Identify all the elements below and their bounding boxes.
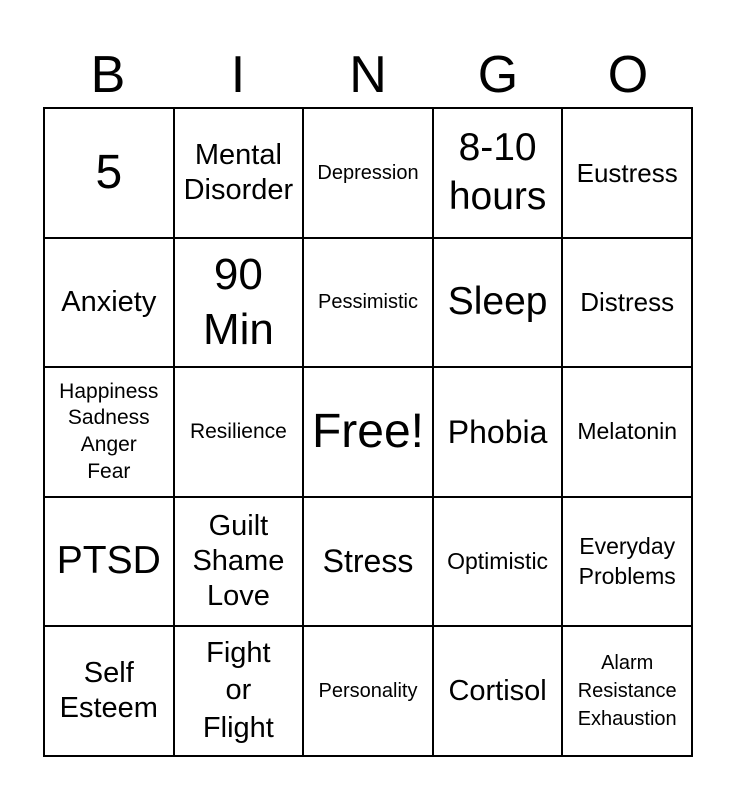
bingo-cell[interactable]: Guilt Shame Love bbox=[174, 497, 304, 627]
header-letter-g: G bbox=[477, 46, 519, 104]
bingo-cell[interactable]: Depression bbox=[303, 108, 433, 238]
bingo-cell[interactable]: 5 bbox=[44, 108, 174, 238]
bingo-cell[interactable]: Happiness Sadness Anger Fear bbox=[44, 367, 174, 497]
bingo-cell[interactable]: Phobia bbox=[433, 367, 563, 497]
bingo-cell[interactable]: Alarm Resistance Exhaustion bbox=[562, 626, 692, 756]
bingo-cell[interactable]: Sleep bbox=[433, 238, 563, 368]
bingo-cell[interactable]: Mental Disorder bbox=[174, 108, 304, 238]
header-letter-o: O bbox=[607, 46, 649, 104]
bingo-card-grid bbox=[43, 107, 693, 757]
bingo-cell[interactable]: Eustress bbox=[562, 108, 692, 238]
bingo-cell[interactable]: Optimistic bbox=[433, 497, 563, 627]
bingo-cell[interactable]: Personality bbox=[303, 626, 433, 756]
bingo-cell[interactable]: PTSD bbox=[44, 497, 174, 627]
bingo-cell[interactable]: Resilience bbox=[174, 367, 304, 497]
bingo-cell[interactable]: 90 Min bbox=[174, 238, 304, 368]
header-letter-n: N bbox=[349, 46, 387, 104]
bingo-cell[interactable]: Stress bbox=[303, 497, 433, 627]
bingo-cell[interactable]: Anxiety bbox=[44, 238, 174, 368]
bingo-cell[interactable]: Self Esteem bbox=[44, 626, 174, 756]
bingo-cell[interactable]: Pessimistic bbox=[303, 238, 433, 368]
bingo-cell[interactable]: Melatonin bbox=[562, 367, 692, 497]
header-letter-b: B bbox=[90, 46, 126, 104]
bingo-cell[interactable]: Fight or Flight bbox=[174, 626, 304, 756]
bingo-cell[interactable]: 8-10 hours bbox=[433, 108, 563, 238]
bingo-header bbox=[43, 44, 693, 106]
header-letter-i: I bbox=[230, 46, 246, 104]
bingo-cell-free-space[interactable]: Free! bbox=[303, 367, 433, 497]
bingo-cell[interactable]: Cortisol bbox=[433, 626, 563, 756]
bingo-cell[interactable]: Distress bbox=[562, 238, 692, 368]
bingo-cell[interactable]: Everyday Problems bbox=[562, 497, 692, 627]
